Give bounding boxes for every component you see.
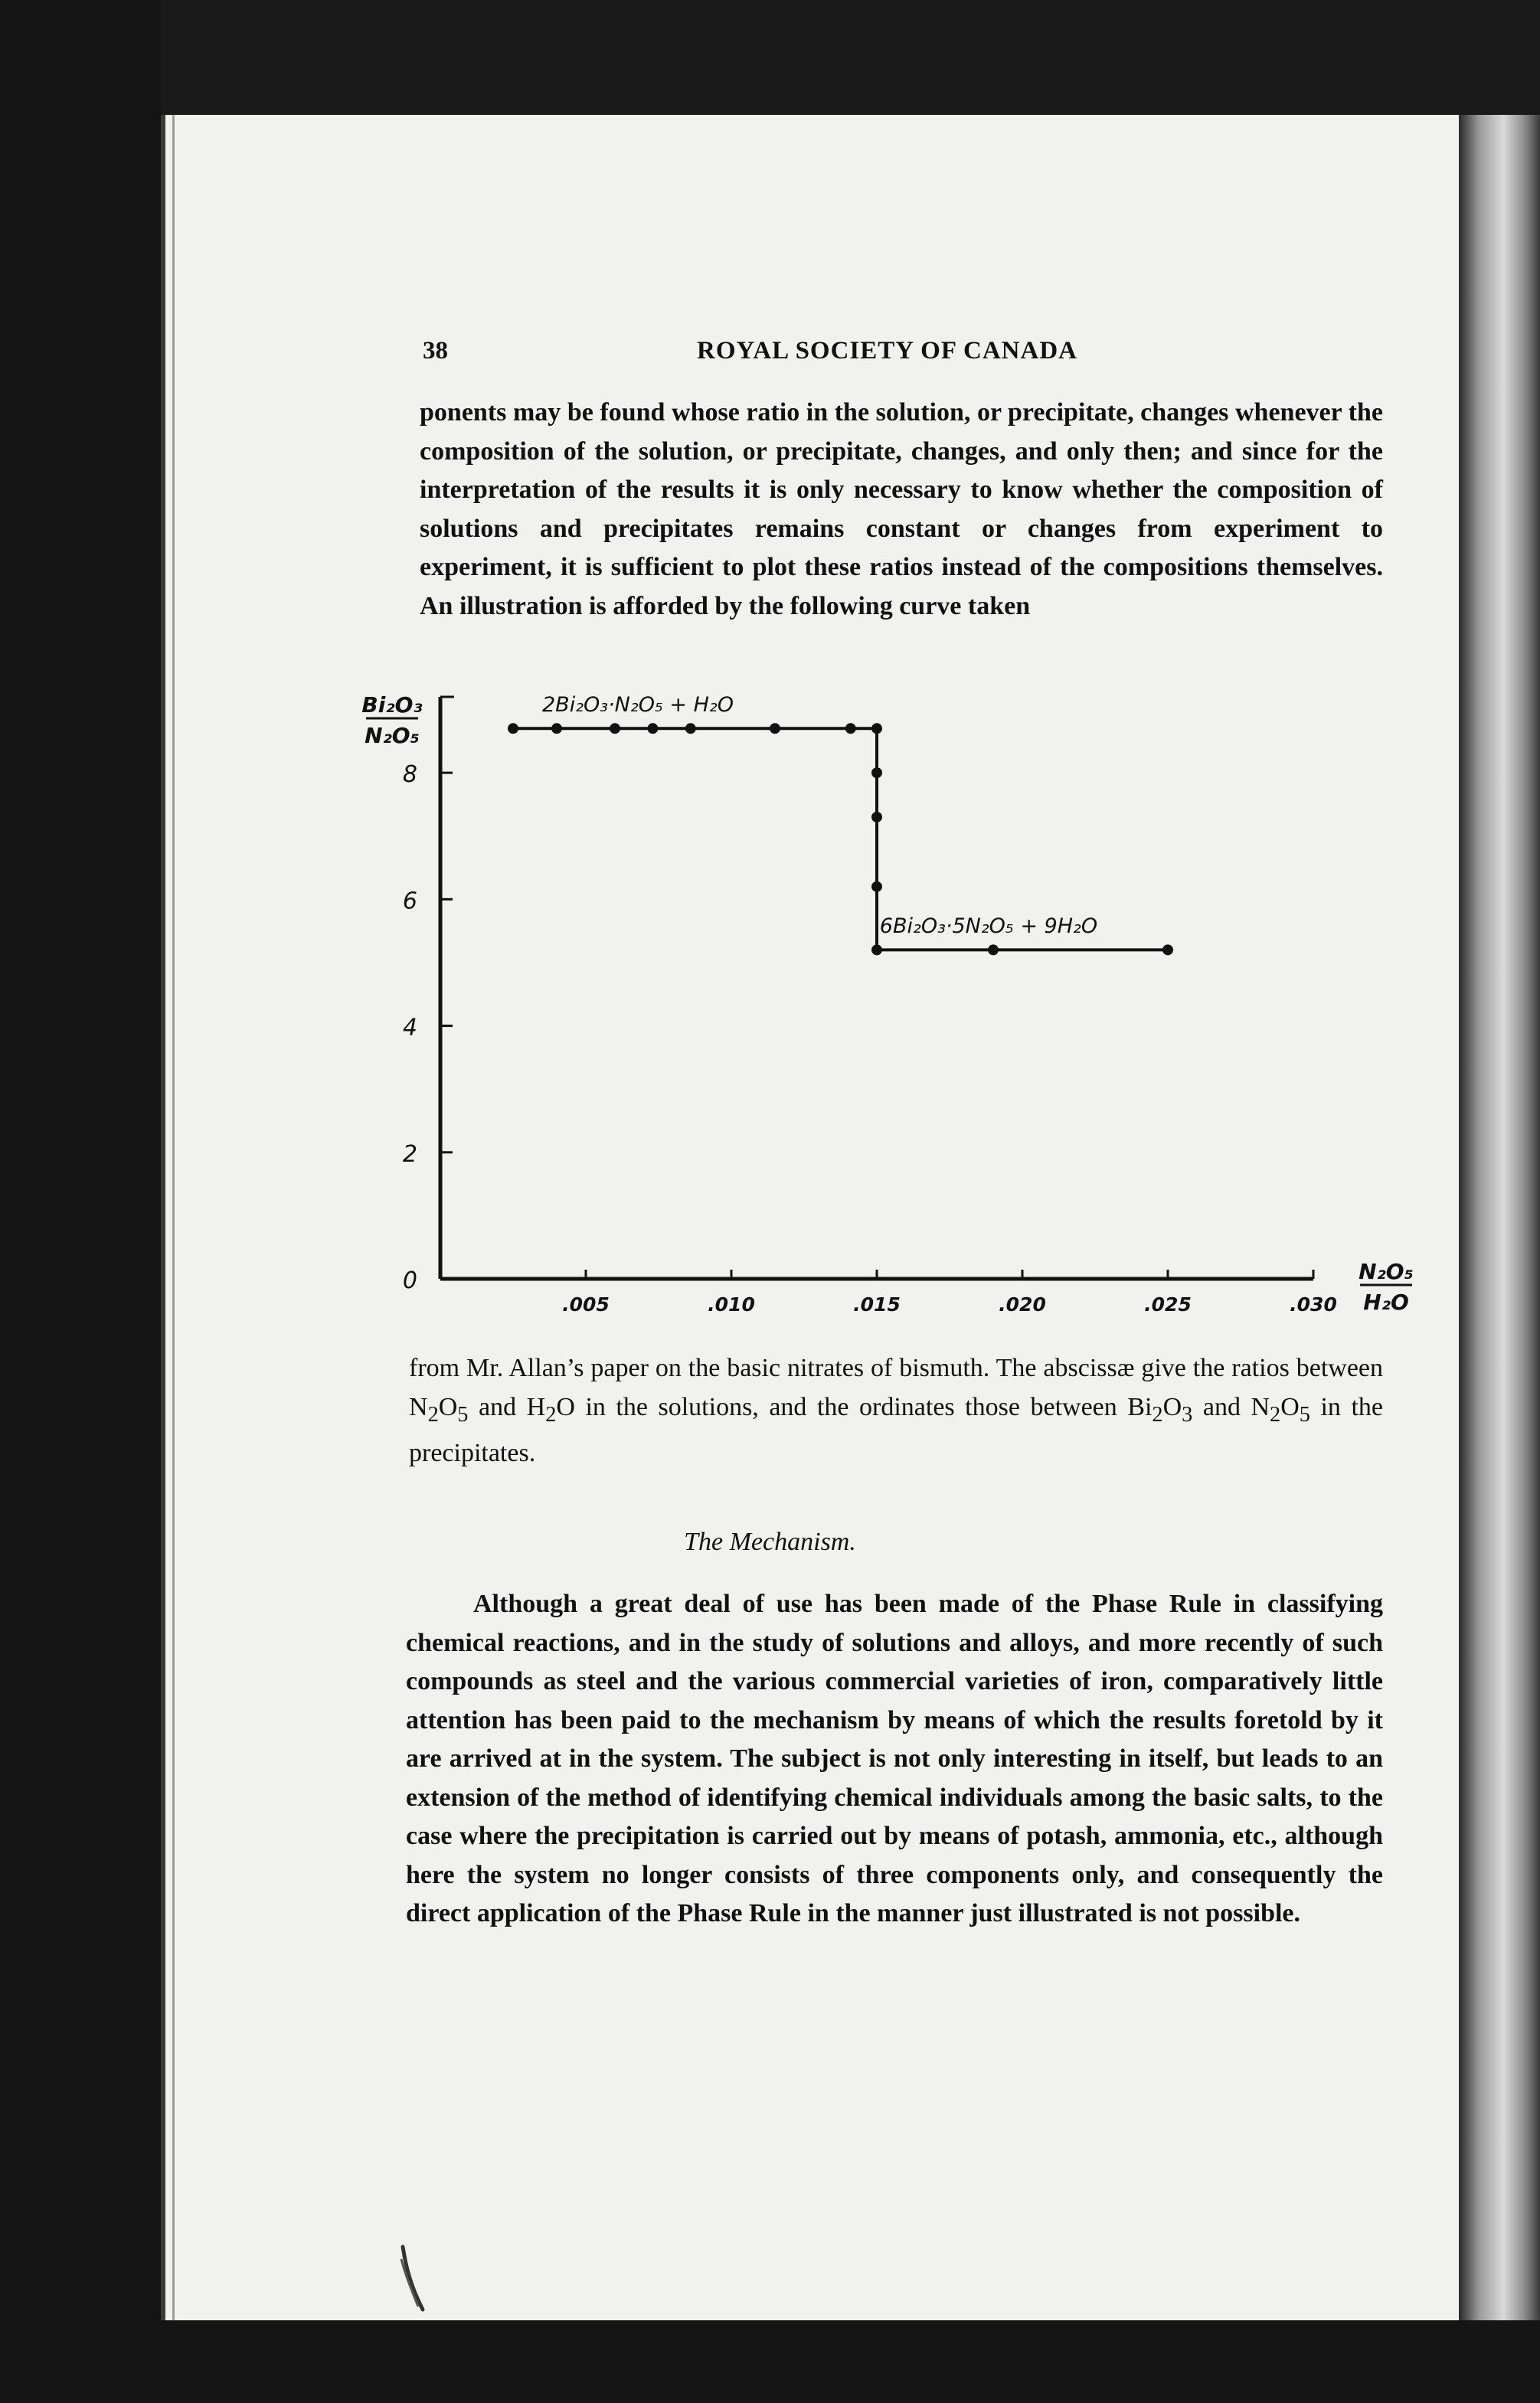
p2-text: O [1280, 1392, 1300, 1421]
paragraph-3-text: Although a great deal of use has been made of the Phase Rule in classifying chemical reactions, and in the study of solutions and alloys, and more recently of such compounds as steel and the various commercial varieties of iron, comparatively little attention has been paid to the mechanism by means of which the results foretold by it are arrived at in the system. The subject is not only interesting in itself, but leads to an extension of the method of identifying chemical individuals among the basic salts, to the case where the precipitation is carried out by means of potash, ammonia, etc., although here the system no longer consists of three components only, and consequently the direct application of the Phase Rule in the manner just illustrated is not possible. [406, 1590, 1383, 1927]
data-point [988, 944, 999, 955]
x-tick-label: .015 [853, 1293, 901, 1316]
y-axis-label-denominator: N₂O₅ [365, 723, 420, 748]
paragraph-1 [420, 394, 1383, 626]
p2-text-a: from Mr. Allan’s paper on the basic nitrates of bismuth. The abscissæ give the ratios between N [409, 1354, 1383, 1421]
data-point [1162, 944, 1173, 955]
annotation-formula: 2Bi₂O₃·N₂O₅ + H₂O [542, 692, 734, 717]
data-point [871, 944, 882, 955]
x-axis-label-numerator: N₂O₅ [1359, 1259, 1414, 1284]
page-stack-edge [1459, 115, 1540, 2320]
data-point [685, 723, 696, 734]
p2-text: O [438, 1392, 458, 1421]
x-tick-label: .025 [1144, 1293, 1192, 1316]
annotation-formula: 6Bi₂O₃·5N₂O₅ + 9H₂O [879, 914, 1098, 939]
data-point [871, 812, 882, 822]
scan-bottom-margin [0, 2320, 1540, 2403]
data-point [845, 723, 856, 734]
p2-text-e: in the precipitates. [409, 1392, 1384, 1467]
data-point [508, 723, 518, 734]
section-heading: The Mechanism. [684, 1528, 856, 1556]
paragraph-1-text: ponents may be found whose ratio in the solution, or precipitate, changes whenever the composition of the solution, or precipitate, changes, and only then; and since for the interpretation of the results it is only necessary to know whether the composition of solutions and precipitates remains constant or changes from experiment to experiment, it is sufficient to plot these ratios instead of the compositions themselves. An illustration is afforded by the following curve taken [420, 398, 1383, 620]
p2-sub: 2 [1152, 1402, 1163, 1427]
y-tick-label: 0 [402, 1267, 417, 1294]
data-point [871, 767, 882, 778]
p2-sub: 5 [457, 1402, 469, 1427]
y-tick-label: 8 [402, 761, 417, 789]
p2-sub: 2 [1270, 1402, 1281, 1427]
p2-text: O [1162, 1392, 1182, 1421]
data-point [610, 723, 620, 734]
y-tick-label: 6 [402, 888, 417, 915]
data-point [770, 723, 780, 734]
figure-chart [352, 689, 1440, 1348]
y-tick-label: 2 [402, 1140, 417, 1168]
data-point [647, 723, 658, 734]
x-tick-label: .020 [999, 1293, 1046, 1316]
page-gutter-line [172, 115, 175, 2320]
y-axis-label-numerator: Bi₂O₃ [361, 692, 423, 718]
running-header [0, 337, 1540, 375]
paragraph-3 [406, 1585, 1383, 1934]
data-point [871, 723, 882, 734]
p2-text-d: and N [1192, 1392, 1270, 1421]
paragraph-2-text [409, 1349, 1383, 1473]
p2-text-b: and H [468, 1392, 546, 1421]
running-title: ROYAL SOCIETY OF CANADA [697, 337, 1077, 365]
p2-sub: 5 [1299, 1402, 1310, 1427]
chart-svg [352, 689, 1440, 1348]
data-point [551, 723, 562, 734]
p2-sub: 2 [545, 1402, 557, 1427]
p2-sub: 2 [427, 1402, 439, 1427]
p2-sub: 3 [1182, 1402, 1193, 1427]
x-axis-label-denominator: H₂O [1363, 1290, 1409, 1315]
x-tick-label: .030 [1290, 1293, 1337, 1316]
y-tick-label: 4 [402, 1014, 417, 1041]
page-number: 38 [423, 337, 448, 365]
x-tick-label: .010 [708, 1293, 755, 1316]
data-point [871, 881, 882, 892]
paragraph-2 [409, 1349, 1383, 1473]
p2-text-c: O in the solutions, and the ordinates those between Bi [556, 1392, 1153, 1421]
scan-artifact-mark [398, 2244, 429, 2313]
x-tick-label: .005 [562, 1293, 610, 1316]
